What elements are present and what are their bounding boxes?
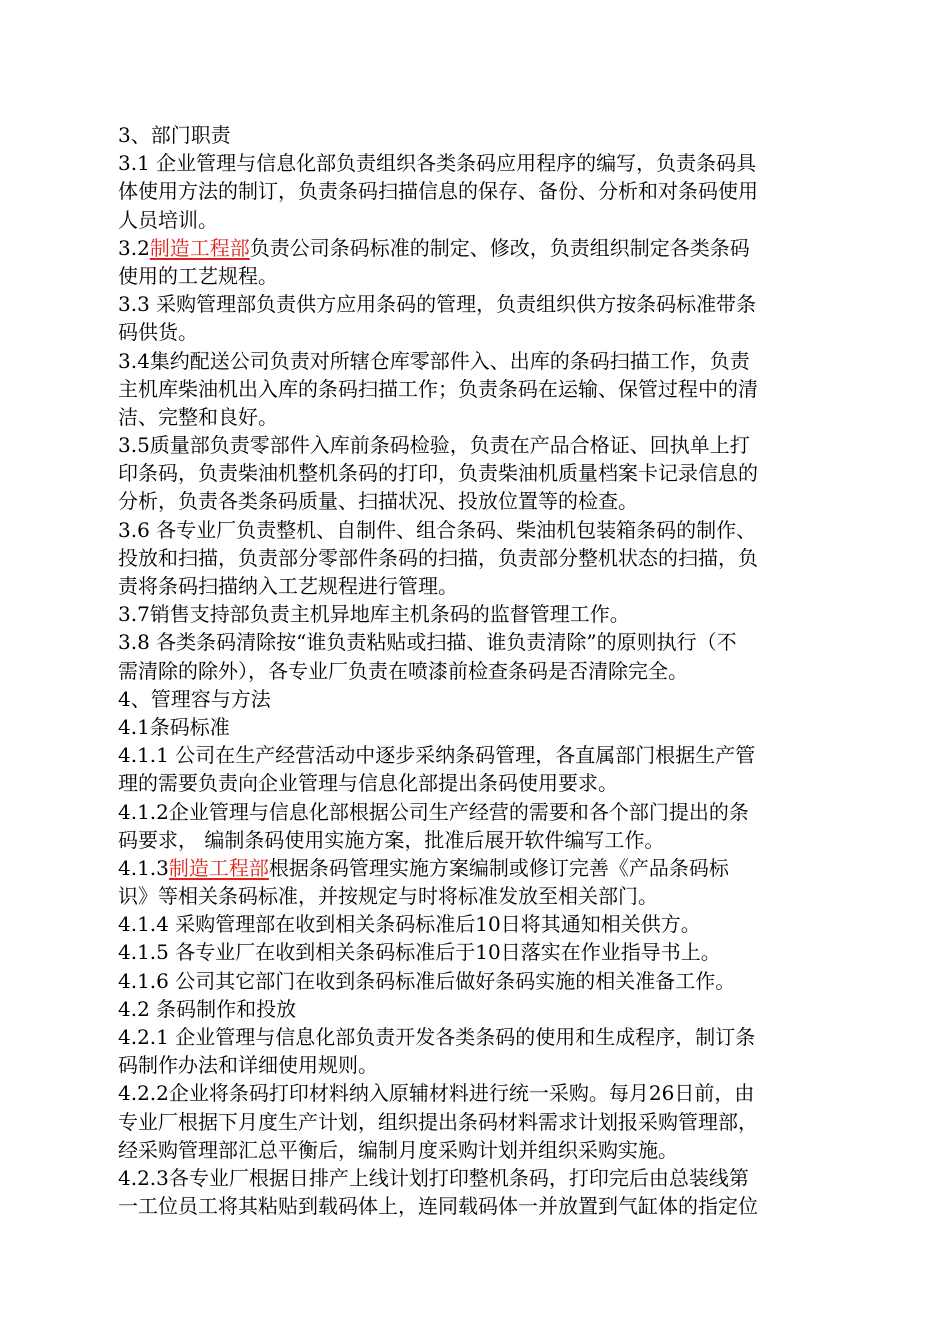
text-line: 4.1.1 公司在生产经营活动中逐步采纳条码管理，各直属部门根据生产管 bbox=[118, 743, 756, 768]
text-line: 4.1条码标准 bbox=[118, 714, 230, 739]
text-line: 使用的工艺规程。 bbox=[118, 263, 278, 288]
text-line bbox=[118, 234, 840, 262]
text-line: 3、部门职责 bbox=[118, 123, 231, 147]
text-line: 4.2.3各专业厂根据日排产上线计划打印整机条码，打印完后由总装线第 bbox=[118, 1165, 749, 1190]
text-line: 3.3 采购管理部负责供方应用条码的管理，负责组织供方按条码标准带条 bbox=[118, 292, 757, 317]
text-line: 4.1.4 采购管理部在收到相关条码标准后10日将其通知相关供方。 bbox=[118, 912, 701, 937]
text-line: 3.1 企业管理与信息化部负责组织各类条码应用程序的编写，负责条码具 bbox=[118, 151, 757, 176]
document-body bbox=[118, 121, 840, 1220]
text-line: 分析，负责各类条码质量、扫描状况、投放位置等的检查。 bbox=[118, 489, 638, 514]
text-line: 主机库柴油机出入库的条码扫描工作；负责条码在运输、保管过程中的清 bbox=[118, 376, 758, 401]
line-prefix: 4.1.3 bbox=[118, 855, 169, 880]
text-line: 3.6 各专业厂负责整机、自制件、组合条码、柴油机包装箱条码的制作、 bbox=[118, 517, 757, 542]
text-line: 3.8 各类条码清除按“谁负责粘贴或扫描、谁负责清除”的原则执行（不 bbox=[118, 630, 737, 655]
text-line: 4、管理容与方法 bbox=[118, 686, 271, 711]
text-line: 理的需要负责向企业管理与信息化部提出条码使用要求。 bbox=[118, 771, 618, 796]
text-line: 4.2.2企业将条码打印材料纳入原辅材料进行统一采购。每月26日前，由 bbox=[118, 1081, 755, 1106]
text-line: 3.5质量部负责零部件入库前条码检验，负责在产品合格证、回执单上打 bbox=[118, 433, 750, 458]
text-line: 码供货。 bbox=[118, 320, 198, 345]
text-line: 识》等相关条码标准，并按规定与时将标准发放至相关部门。 bbox=[118, 884, 658, 909]
text-line: 3.4集约配送公司负责对所辖仓库零部件入、出库的条码扫描工作，负责 bbox=[118, 348, 750, 373]
text-line: 4.2.1 企业管理与信息化部负责开发各类条码的使用和生成程序，制订条 bbox=[118, 1025, 756, 1049]
text-line: 码要求， 编制条码使用实施方案，批准后展开软件编写工作。 bbox=[118, 827, 665, 852]
department-link[interactable]: 制造工程部 bbox=[149, 235, 250, 260]
text-line: 一工位员工将其粘贴到载码体上，连同载码体一并放置到气缸体的指定位 bbox=[118, 1194, 758, 1219]
text-line bbox=[118, 854, 840, 882]
line-prefix: 3.2 bbox=[118, 235, 150, 260]
text-line: 专业厂根据下月度生产计划，组织提出条码材料需求计划报采购管理部， bbox=[118, 1109, 758, 1134]
text-line: 投放和扫描，负责部分零部件条码的扫描，负责部分整机状态的扫描，负 bbox=[118, 545, 758, 570]
text-line: 4.1.5 各专业厂在收到相关条码标准后于10日落实在作业指导书上。 bbox=[118, 940, 721, 965]
text-line: 4.2 条码制作和投放 bbox=[118, 996, 297, 1021]
text-line: 需清除的除外），各专业厂负责在喷漆前检查条码是否清除完全。 bbox=[118, 658, 688, 683]
text-line: 洁、完整和良好。 bbox=[118, 404, 278, 429]
text-line: 经采购管理部汇总平衡后，编制月度采购计划并组织采购实施。 bbox=[118, 1137, 678, 1162]
line-suffix: 负责公司条码标准的制定、修改，负责组织制定各类条码 bbox=[249, 235, 750, 260]
text-line: 4.1.2企业管理与信息化部根据公司生产经营的需要和各个部门提出的条 bbox=[118, 799, 749, 824]
text-line: 体使用方法的制订，负责条码扫描信息的保存、备份、分析和对条码使用 bbox=[118, 179, 758, 204]
text-line: 4.1.6 公司其它部门在收到条码标准后做好条码实施的相关准备工作。 bbox=[118, 968, 736, 993]
line-suffix: 根据条码管理实施方案编制或修订完善《产品条码标 bbox=[268, 855, 729, 880]
text-line: 3.7销售支持部负责主机异地库主机条码的监督管理工作。 bbox=[118, 602, 630, 627]
text-line: 人员培训。 bbox=[118, 207, 218, 232]
text-line: 印条码，负责柴油机整机条码的打印，负责柴油机质量档案卡记录信息的 bbox=[118, 461, 758, 486]
department-link[interactable]: 制造工程部 bbox=[168, 855, 269, 880]
text-line: 码制作办法和详细使用规则。 bbox=[118, 1053, 378, 1078]
text-line: 责将条码扫描纳入工艺规程进行管理。 bbox=[118, 574, 458, 598]
